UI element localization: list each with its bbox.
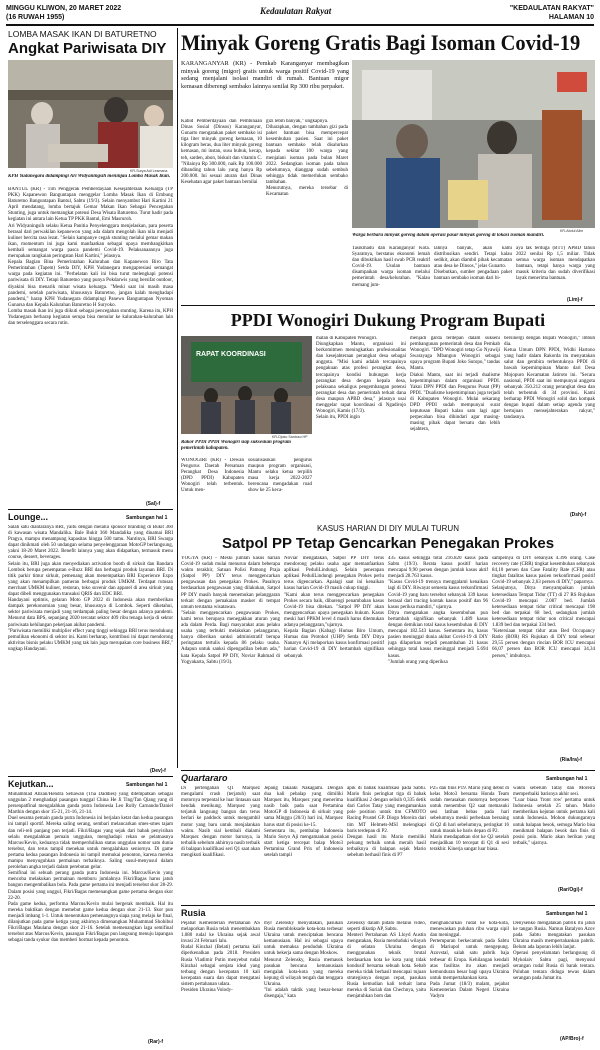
- minyak-col5: aya tak terduga (BTT) APBD tahun 2022 senilai Rp 1,5 miliar. Tidak semua warga isoman mendapatkan bantuan, tetapi hanya warga yang masuk kriteria dan sudah diverifikasi layak menerima bantuan.: [516, 246, 595, 282]
- rusia-col2: myr Zelensky menyatakan, pasukan Rusia membloksade kota-kota terbesar Ukraina untuk menciptakan bencana kemanusiaan. Hal ini sebagai upaya untuk memaksa penduduk Ukraina untuk bekerja sama dengan Moskow. Menurut Zelensky, Rusia memasok pasukan bencana kemanusiaan mengalak kota-kota yang mereka kepung di wilayah tengah dan tenggara Ukraina. "Ini adalah taktik yang benar-benar disengaja," kata: [264, 921, 343, 1000]
- ikan-photo: [8, 60, 173, 168]
- lounge-title: Lounge...: [8, 512, 48, 522]
- ppdi-col1: WONOGIRI (KR) - Dewan Pengurus Daerah Persatuan Perangkat Desa Indonesia (DPD PPDI) Kabupaten Wonogiri telah terbentuk. Untuk men-: [181, 458, 244, 494]
- rusia-col4: menghancurkan rudal ke kota-kota, menewaskan puluhan ribu warga sipil dan meninggal. Pertempuran berkecamuk pada Sabtu di Mariupol untuk mengepung. Azovstal, salah satu pabrik baja terbesar di Eropa. Kehilangan kendali atas fasilitas itu akan menjadi kemunduran besar bagi upaya Ukraina untuk mempertahankan kota. Pada Jumat (18/3) malam, pejabat Kementerian Dalam Negeri Ukraina Vadym: [430, 921, 509, 1000]
- masthead-logo: Kedaulatan Rakyat: [260, 6, 332, 16]
- prokes-kicker: KASUS HARIAN DI DIY MULAI TURUN: [317, 524, 459, 533]
- column-divider: [177, 28, 178, 768]
- ppdi-col2: sosialisasikan pengurus maupun program organisasi, Mantu selaku ketua terpilih masa kerja 2022-2027 berencana mengadakan road show ke 25 keca-: [248, 458, 312, 494]
- rusia-col1: Pejabat Kementerian Pertahanan AS melaporkan Rusia telah menembakkan 1.080 rudal ke Ukraina sejak awal invasi 24 Februari lalu. Rudal Kinzhal (Belati) pertama kali diperkenalkan pada 2018. Presiden Rusia Vladimir Putin menyebut rudal Kinzhal sebagai senjata ideal yang terbang dengan kecepatan 10 kali kecepatan suara dan dapat mengatasi sistem pertahanan udara. Presiden Ukraina Volody-: [181, 921, 260, 994]
- quartararo-col1: Di pertengahan Q1 Marquez mengalami crash (terjatuh) saat motornya terpental ke luar lintasan saat hendak menikung. Marquez yang terjatuh langsung bangun dan terus berlari ke paddock untuk mengambil motor yang baru untuk menjalankan waktu. Nasib sial kembali dialami Marquez dengan motor barunya, ia terbalik sebelum akhirnya nasib terbaik di balapan kualifikasi seri Q1 saat akan mengikuti kualifikasi.: [181, 786, 260, 859]
- ppdi-top-rule: [181, 305, 595, 306]
- header-rule: [6, 24, 594, 26]
- paper-name: "KEDAULATAN RAKYAT": [509, 5, 594, 12]
- date-gregorian: MINGGU KLIWON, 20 MARET 2022: [6, 5, 122, 12]
- date-javanese: (16 RUWAH 1955): [6, 14, 65, 21]
- kejutkan-signoff: (Rar)-f: [148, 1039, 163, 1045]
- prokes-col2: Noviar mengatakan, Satpol PP DIY terus mendorong pelaku usaha agar memanfaatkan aplikasi PeduliLindungi. Selain penerapan aplikasi PeduliLindungi penegakan Prokes perlu terus digencarkan. Apalagi saat ini kenaikan kasus harian Covid-19 masih cukup tinggi. "Kami akan terus menggencarkan penegakan Prokes secara baik, dibarengi penambahan kasus Covid-19 bisa ditekan. "Satpol PP DIY akan menggencarkan upaya penegakan hukum. Kasus meski hari PPKM level 4 masih harus ditemukan adanya pelanggaran,"ujarnya. Kepala Bagian (Kabag) Humas Biro Umum, Humas dan Protokol (UHP) Setda DIY Ditya Nanaryo Aji melaporkan kasus konfirmasi positif harian Covid-19 di DIY bertambah signifikan sebanyak: [284, 556, 384, 659]
- page-info: [510, 4, 594, 22]
- minyak-headline: Minyak Goreng Gratis Bagi Isoman Covid-19: [181, 30, 581, 55]
- minyak-col1: Kabid Pemberdayaan dan Pembinaan Dinas Sosial (Dinsos) Karanganyar, Gunarto mengatakan paket sembako isi tiga liter minyak goreng kemasan, 10 kilogram beras, dua liter minyak goreng kemasan, mi instan, susu bubuk, kecap, teh, sarden, abon, biskuit dan vitamin C. "Nilainya Rp 300.000, naik Rp 100.000 dibanding tahun lalu yang hanya Rp 200.000. Ini sesuai aturan dari Dinas Kesehatan agar paket bantuan bernilai: [181, 119, 262, 185]
- ikan-photo-credit: KR-Surya Adi Lesmana: [130, 169, 168, 173]
- minyak-col3: Tasikmadu dan Karanganyar Kota. Syaratnya, berstatus ekonomi lemah dan dibuktikan hasil swab PCR reaktif Covid-19. Usulan bantuan disampaikan warga isoman melalui pemerintah desa/kelurahan. "Kalau memang jum-: [352, 246, 430, 288]
- kejutkan-title: Kejutkan...: [8, 779, 54, 789]
- ppdi-col5: bersinergi dengan Bupati Wonogiri," imbuh dia. Ketua Umum DPN PPDI, Widhi Hartono yang hadir dalam Rakorda itu menyatakan salut dan gembira terbentuknya PPDI di bawah kepemimpinan Manto dari Desa Mojopuro Kecamatan Jatiroto ini. "Secara nasional, PPDI saat ini mempunyai anggota sebanyak 350.212 orang perangkat desa dan telah terbentuk di 34 provinsi. Kami berharap PPDI Wonogiri solid dan kompak dengan bupati dalam setiap agenda yang bertujuan mensejahterakan rakyat," tandasnya.: [504, 336, 595, 421]
- quartararo-col2: Jepang Takaaki Nakagami. Dengan dua kali pebalap yang dimiliki Marquez itu, Marquez yang menerima nasib baik pada saat Pertamina MotoGP di Indonesia di sirkuit yang sama Minggu (20/3) hari ini, Marquez harus start di posisi ke-15. Sementara itu, pembalap Indonesia Mario Suryo Aji mengamankan posisi start ketiga tercepat balap Moto3 Pertamina Grand Prix of Indonesia setelah tampil: [264, 786, 343, 859]
- minyak-lead: KARANGANYAR (KR) - Pemkab Karanganyar membagikan minyak goreng (migor) gratis untuk warga positif Covid-19 yang sedang menjalani isolasi mandiri di rumah. Bantuan migor kemasan diberengi sembako lainnya senilai Rp 300 ribu perpaket.: [181, 60, 349, 90]
- kejutkan-sambung: Sambungan hal 1: [126, 782, 168, 788]
- ppdi-photo-credit: KR-Djoko Santoso HP: [272, 435, 308, 439]
- quartararo-sambung: Sambungan hal 1: [546, 776, 588, 782]
- minyak-photo: [352, 60, 595, 228]
- prokes-col1: YOGYA (KR) - Meski jumlah kasus harian Covid-19 sudah mulai menurun dalam beberapa waktu terakhir, Satuan Polisi Pamong Praja (Satpol PP) DIY terus menggencarkan pengawasan dan penegakan Prokes. Pasalnya berdasarkan pengawasan yang dilakukan, Satpol PP DIY masih banyak menemukan pelanggaran terkait dengan pemakaian masker di tempat umum terutama wisatawan. "Selain menggencarkan pengawasan Prokes, kami terus berupaya menegakkan aturan yang ada dalam Perda. Bagi masyarakat atau pelaku usaha yang terbukti melakukan pelanggaran, hanya diberikan sanksi administratif berupa peringatan tertulis kepada 86 pelaku usaha. Adapun untuk sanksi dipengadilan belum ada," kata Kepala Satpol PP DIY, Noviar Rahmad di Yogyakarta, Sabtu (19/3).: [181, 556, 280, 665]
- rusia-rule: [181, 905, 595, 906]
- page-number: HALAMAN 10: [548, 14, 594, 21]
- quartararo-col5: waktu sebelum Tatay dan Moreira memperbaiki barisnya akhir sesi. "Luar biasa 'front row' pertama untuk Indonesia setelah 25 tahun. Mario memberikan kejutan untuk pertama kali untuk Indonesia. Mohon dukungannya untuk balapan besok, semoga Mario bisa menikmati balapan besok dan finis di posisi poin. Mario akan berikan yang terbaik," ujarnya.: [513, 786, 595, 846]
- quartararo-title: Quartararo: [181, 773, 228, 783]
- lounge-rule: [8, 509, 173, 510]
- rusia-signoff: (AP/Bro)-f: [560, 1036, 584, 1042]
- ppdi-caption: Rakor PPDI PPDI Wonogiri siap sukseskan program pemerintah kabupaten.: [181, 440, 291, 451]
- ikan-caption: KPH Yudanegara didampingi Ari Widyaningsih meninjau Lomba Masak Ikan.: [8, 174, 171, 179]
- ikan-body: BANTUL (KR) - Tim Penggerak Pemberdayaan Kesejahteraan Keluarga (TP PKK) Kapanewon Banguntapan menggelar Lomba Masak Ikan di Embung Baturetno Banguntapan Bantul, Sabtu (19/3). Selain menyambut Hari Kartini 21 April mendatang, lomba bertajuk Gemar Makan Ikan Sebagai Pencegahan Stunting, juga untuk memangkat potensi Desa Wisata Baturetno. Turut hadir pada kegiatan ini antara lain Ketua TP PKK Bantul, Emi Masruroh. Ari Widyaningsih selaku Ketua Panitia Penyelenggara menjelaskan, para peserta berasal dari perwakilan kepanewon yang ada dalam mengolah ikan nila menjadi kuliner bercita rasa lezat. "Selain kampanye cegah stunting melalui gemar makan ikan, momentum ini juga kami manfaatkan sebagai upaya membangkitkan kembali semangat warga pasca pandemi Covid-19. Pelaksanaannya juga merupakan rangkaian peringatan Hari Kartini," jelasnya. Kepala Bagian Bina Pemerintahan Kalurahan dan Kapanewon Biro Tata Pemerintahan (Tapem) Setda DIY, KPH Yudanegara mengapresiasi semangat warga pada kegiatan ini. "Perhelatan kali ini bisa turut melengkapi potensi pariwisata di DIY. Tetapi Baturetno yang punya Pokdarwis yang bersifat outdoor, diyakini bisa menarik minat wisata keluarga. "Meski saat ini masih masa pandemi, setelah pariwisata, khususnya Baturetno, jangan kalah menghadapi pandemi," harap KPH Yudanegara didampingi Panewu Banguntapan Nyoman Gunarsa dan Kepala Kalurahan Baturetno H Suryoko. Lomba masak ikan ini juga diikuti sebagai pencegahan stunting. Karena itu, KPH Yudanegara berharap kegiatan serupa bisa menular ke kalurahan-kalurahan lain dan terselenggara secara rutin.: [8, 187, 173, 327]
- lounge-sambung: Sambungan hal 1: [126, 515, 168, 521]
- minyak-col2: gizi lebih banyak," ungkapnya. Diharapkan, dengan tambahan gizi pada paket bantuan bisa mempercepat kesembuhan pasien. Saat ini paket bantuan sembako telah disalurkan kepada sekitar 100 warga yang menjalani isoman pada bulan Maret 2022. Sedangkan isoman pada tahun sebelumnya, dianggap sudah sembuh sehingga tidak memerlukan sembako tambahan. Menurutnya, mereka tersebar di Kecamatan: [266, 119, 348, 198]
- lounge-body: Salah satu diantaranya BRI, yaitu dengan melalui sponsor branding di Bukit 360 di kawasan wisata Mandalika. Bale Bukit 360 Mandalika yang dinamai BRI Pragya, mampu menampung kapasitas hingga 500 tamu. Nantinya, BRI Swarga dapat dinikmati oleh 50 undangan selama penyelenggaraan MotoGP berlangsung, yakni 18-20 Maret 2022. Benefit lainnya yang akan didapatkan, termasuk menu course, dessert, beverages. Selain itu, BRI juga akan menyediakan activation booth di sirkuit dan Bandara Lombok berupa penempatan e-Buzz BRI dan berbagai produk layanan BRI. Di titik parkir timur sirkuit, pemenang akan menempatkan BRI Experience Expo yang akan menampilkan pameran berbagai produk UMKM. Terdapat rutusan merchant UMKM kuliner, restoran, toko suvenir dan apparel di area sirkuit yang dapat dibeli menggunakan transaksi QRIS dan EDC BRI. Handayani optimis, gelaran Moto GP 2022 di Indonesia akan memberikan dampak perekonomian yang besar, khususnya di Lombok. Seperti diketahui, sektor pariwisata menjadi yang terdampak paling besar dengan adanya pandemi. Menurut data BPS, sepanjang 2020 tercatat sektor 409 ribu tenaga kerja di sektor pariwisata kehilangan pekerjaan akibat pandemi. "Pariwisata memiliki multiplier effect yang tinggi sehingga BRI terus mendukung pemulihan ekonomi di sektor ini. Kami berharap, kontribusi ini dapat mendorong aktivitas bisnis pelaku UMKM yang tak lain juga merupakan core business BRI," ungkap Handayani.: [8, 525, 173, 652]
- ikan-signoff: (Sal)-f: [146, 501, 161, 507]
- rusia-sambung: Sambungan hal 1: [546, 911, 588, 917]
- quartararo-signoff: (Rar/Ogi)-f: [558, 887, 583, 893]
- date-line: [6, 4, 121, 22]
- prokes-headline: Satpol PP Tetap Gencarkan Penegakan Prokes: [221, 535, 555, 552]
- kejutkan-body: Muhammad Abzan/Hendra Setiawan (Tha Daddies) yang ditempatkan sebagai unggulan 2 menghadapi pasangan tunggal China He Ji Ting/Tan Qiang yang di persenpatfinal mengalahkan ganda putra Indonesia Leo Rolly Carnando/Daniel Marthin dengan skor 15-21, 21-16, 21-14. Duel sesama pemain ganda putra Indonesia ini berjalan ketat dan kedua pasangan ini tampil sportif. Mereka saling serang, sembari melancarkan smes-smes tajam dan reli-reli panjang pun terjadi. Fikri/Bagas yang sejak dari babak penyisihan selalu mengalahkan pemain unggulan, menghadapi rekan se pelatnasnya Marcus/Kevin, keduanya tidak memperdulikan status unggulan nomor satu dunia tersebut, dan terus tampil menekan untuk mengalahkan seniornya. Di game pertama kedua pasangan Indonesia ini tampil memukai penonton, karena mereka mampu menyuguhkan permainan terbaiknya. Saling susul-menyusul dalam perolehan angka terjadi dalam perebutan gelar. Semifinal ini sebuah perang ganda putra Indonesia ini. Marcus/Kevin yang mencoba melakukan permainan memburu jumlahnya Fikri/Bagas harus jatuh bangun mengembalikan bola. Pada game pertama ini menjadi tersebut skor 28-29. Dalam posisi yang unggul, Fikri/Bagas memenangkan game pertama dengan skor 22-20. Pada game kedua, performa Marcus/Kevin mulai bergerak membaik. Hal itu mereka buktikan dengan memebut game kedua dengan skor 21-13. Skor pun menjadi imbang 1-1. Untuk menentukan pemenangnya siapa yang melaju ke final, dilanjutkan pada game ketiga yang akhirnya dimenangkan Muhammad Shohibul Fikri/Bagas Maulana dengan skor 21-16. Setelah memenangkan laga semifinal tersebut atas Marcus/Kevin, pasangan Fikri/Bagas pun langsung menuju lapangan sebagai tanda syukur dan memberi hormat kepada penonton.: [8, 792, 173, 944]
- ppdi-headline: PPDI Wonogiri Dukung Program Bupati: [230, 310, 546, 330]
- ppdi-photo-banner: RAPAT KOORDINASI: [196, 351, 266, 358]
- kejutkan-rule: [8, 776, 173, 777]
- prokes-signoff: (Ria/Ira)-f: [560, 757, 582, 763]
- rusia-title: Rusia: [181, 908, 206, 918]
- ikan-kicker: LOMBA MASAK IKAN DI BATURETNO: [8, 29, 157, 39]
- minyak-signoff: (Lim)-f: [567, 297, 583, 303]
- ikan-headline: Angkat Pariwisata DIY: [8, 40, 167, 57]
- minyak-photo-credit: KR-Abdul Alim: [560, 229, 584, 233]
- minyak-col4: lahnya banyak, akan kami distribusikan sendiri. Tetapi kalau sedikit, akan diambil pihak kecamatan atau desa ke Dinsos," jelas Gunarto. Disebutkan, sumber pengadaan paket bantuan sembako isoman dari bi-: [434, 246, 512, 282]
- prokes-col4: sampelnya di DIY sebanyak 4.396 orang. Case recovery rate (CRR) tingkat kesembuhan sebanyak 84,10 persen dan Case Fatality Rate (CFR) atau tingkat fatalitas kasus pasien terkonfirmasi positif Covid-19 sebanyak 2,63 persen di DIY," paparnya. Selanjutnya, Ditya menyampaikan jumlah ketersediaan Tempat Tidur (TT) di 27 RS Rujukan Covid-19 mencapai 2.087 bed. Jumlah ketersediaan tempat tidur critical mencapai 198 bed dan terpakai 68 bed, sedangkan jumlah ketersediaan tempat tidur non critical mencapai 1.839 bed dan terpakai 334 bed. "Ketersiaan tempat tidur atau Bed Occupancy Ratio (BOR) RS Rujukan di DIY total sebesar 29,55 persen dengan rincian BOR ICU mencapai 66,07 persen dan BOR ICU mencapai 34,34 persen," imbuhnya.: [492, 556, 595, 659]
- quartararo-col4: P25 dan finis P19. Mario yang debut di kelas Moto3 bersama Honda Team sudah merasakan motornya berproses untuk menembus Q2 saat memasuki sesi latihan bebas pada hari sebelumnya meski perbedaan bersaing di Q2 di hari sebelumnya, peringkat 16 untuk masuk ke baris depan di P2. Mario mendapatkan slot ke Q2 setelah menjadikan 10 tercepat di Q1 di sesi terakhir. Kinerja sangat luar biasa.: [430, 786, 509, 852]
- rusia-col3: Zelensky dalam pidato melalui video, seperti dikutip AP, Sabtu. Menteri Pertahanan AS Lloyd Austin mengatakan, Rusia menduduki wilayah di selatan Ukraina dengan menggunakan teknik brutal berdasarkan kota ke kota yang tidak kondusif bersama sebuah kota. Sebab mereka tidak berhasil mencapai tujuan strategisnya dengan cepat, pasukan Rusia kemudian kali terkait lama mereka di Suriah dan Chechnya, yaitu menjatuhkan bom dan: [347, 921, 426, 1000]
- minyak-caption: Warga berbaru minyak goreng dalam operasi pasar minyak goreng di lokasi isoman mandiri.: [352, 233, 545, 238]
- ppdi-col4: menjadi garda terdepan dalam sukseni pembangunan pemerintah desa dan Pemkab Wonogiri. "DPD Wonogiri tetap Go Nyawiji Swarayaga Mbangun Wonogiri sebagai upaya program Bupati Joko Sutopo," tandas Mantu. Diakui Mantu, saat ini terjadi dualisme kepemimpinan dalam organisasi PPDI. Yakni DPN PPDI dan Pengurus Pusat (PP) PPDI. "Dualisme kepemimpinan juga terjadi di Kabupaten Wonogiri. Mulai sekarang DPD PPDI sudah mempunyai surat keputusan Bupati kalau satu lagi agar perpecahan bisa dihindari agar masing-masing pihak dapat bersatu dan lebih sejahtera,: [410, 336, 500, 433]
- rusia-col5: Denysenko mengatakan pabrik itu jatuh ke tangan Rusia. Namun Batalyon Azov pada Sabtu mengatakan pasukan Ukraina masih mempertahankan pabrik. Belum ada laporan lebih lanjut. Operasi penyelamatan berlangsung di Mykolaiv Sabtu pagi, menyusul serangan rudal Rusia di barak tentara. Puluhan tentara diduga tewas dalam serangan pada Jumat itu.: [513, 921, 595, 981]
- quartararo-col3: apik di babak kualifikasi pada Sabtu. Mario finis peringkat tiga di babak kualifikasi 2 dengan selisih 0,335 detik dari Carlos Tatay yang mengamankan pole position untuk tim CFMOTO Racing Prustel GP. Diogo Moreira dari tim MT Helmets-MSI melengkapi baris terdepan di P2. Dengan hasil itu Mario memiliki peluang terbaik untuk meraih hasil terbaiknya di balapan sejak Mario sebelum berhasil finis di P7: [347, 786, 426, 859]
- lounge-signoff: (Dev)-f: [150, 768, 166, 774]
- ppdi-signoff: (Dsh)-f: [570, 512, 587, 518]
- ppdi-col3: matan di Kabupaten Wonogiri. Diungkapkan Mantu, organisasi ini berkomitmen meningkatkan profesionalitas dan kesejahteraan perangkat desa sebagai anggota. "Misi kami adalah tercapainya pengakuan atas profesi perangkat desa, tercapainya kondisi hubungan kerja perangkat desa dengan kepala desa, pelaksana sekaligus pengembangan potensi perangkat desa dan pemerintah terkait dana desa maupun APBD desa," jelasnya usai menggelar rapat koordinasi di Ngadirojo Wonogiri, Kamis (17/3). Selain itu, PPDI ingin: [316, 336, 406, 421]
- prokes-col3: 435 kasus sehingga total 216.820 kasus pada Sabtu (19/3). Rerata kasus positif harian mencapai 9,90 persen dengan jumlah kasus aktif menjadi 28.763 kasus. "Kasus Covid-19 trennya menggalami kenaikan lagi di DIY. Riwayat semesta kasus terkonfirmasi Covid-19 yang baru tersebut sebanyak 339 kasus berasal dari tracing kontak kasus positif dan 96 kasus periksa mandiri," ujarnya. Ditya mengatakan angka kesembuhan pun bertambah signifikan sebanyak 1.489 kasus dengan demikian total kasus kesembuhan di DIY mencapai 182.543 kasus. Sementara itu, kasus pasien meninggal dunia akibat Covid-19 di DIY juga dilaporkan terjadi penambahan 21 kasus sehingga total kasus meninggal menjadi 5.694 kasus. "Jumlah orang yang diperiksa: [388, 556, 488, 665]
- quartararo-rule: [181, 770, 595, 771]
